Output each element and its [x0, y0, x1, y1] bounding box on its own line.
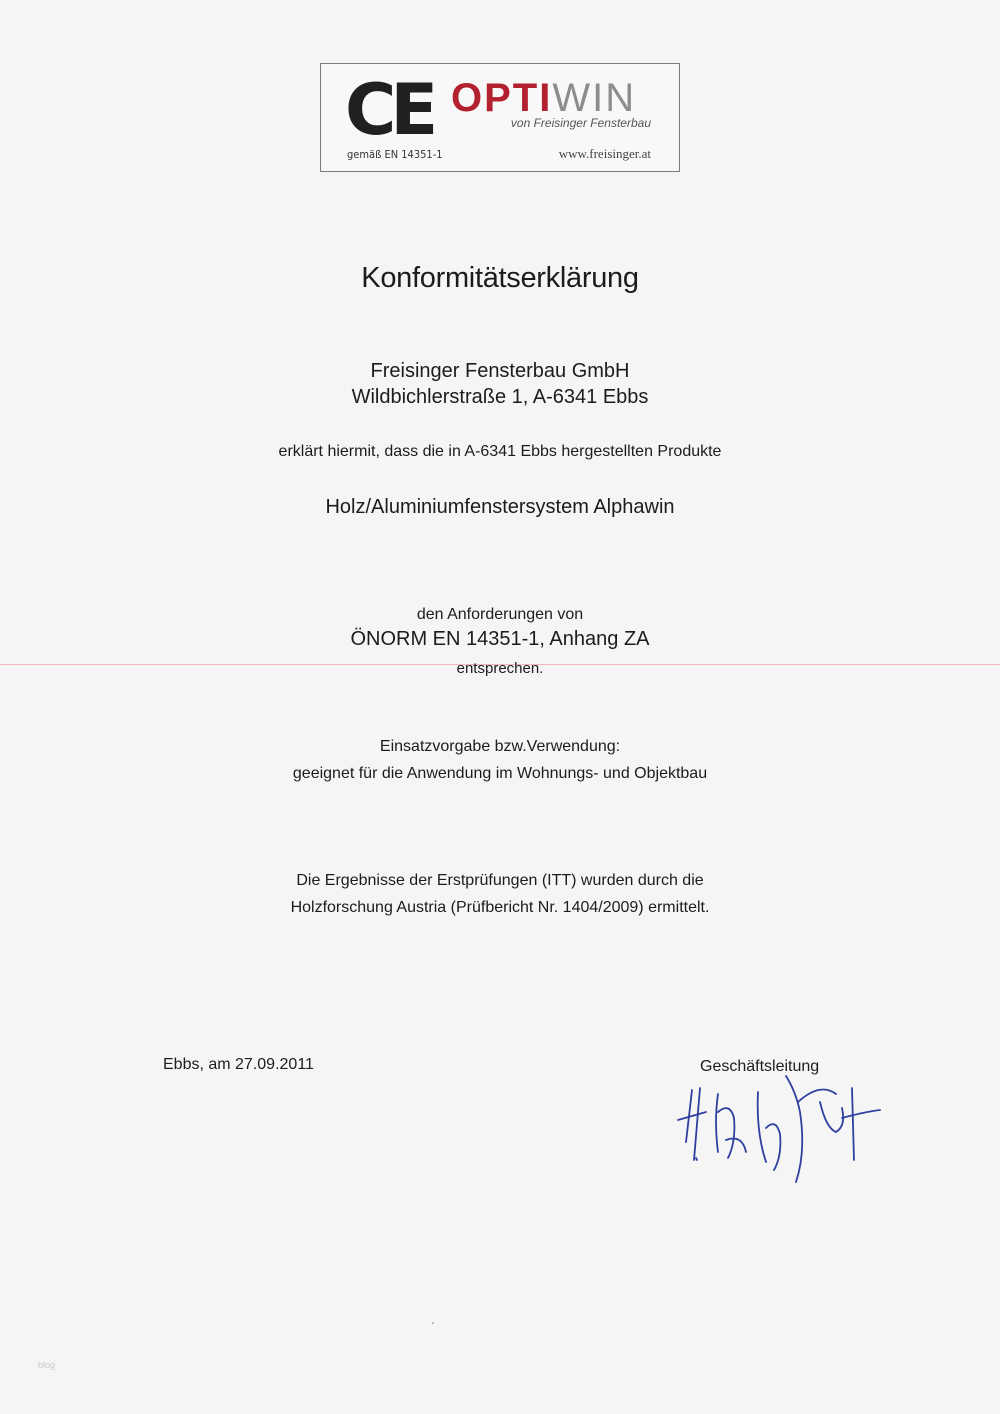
requirements-intro: den Anforderungen von	[416, 606, 584, 623]
company-name: Freisinger Fensterbau GmbH	[370, 360, 630, 382]
header-logo-box	[320, 63, 680, 172]
usage-text: geeignet für die Anwendung im Wohnungs- und Objektbau	[292, 765, 708, 782]
company-address: Wildbichlerstraße 1, A-6341 Ebbs	[351, 386, 649, 408]
ce-norm-label: gemäß EN 14351-1	[347, 148, 443, 161]
brand-logo-opti: OPTI	[451, 76, 553, 120]
scan-dot	[432, 1322, 434, 1324]
declaration-text: erklärt hiermit, dass die in A-6341 Ebbs hergestellten Produkte	[278, 443, 722, 460]
ce-mark-logo: CE	[345, 69, 433, 151]
brand-subtitle: von Freisinger Fensterbau	[510, 116, 651, 130]
usage-label: Einsatzvorgabe bzw.Verwendung:	[379, 738, 621, 755]
results-line-2: Holzforschung Austria (Prüfbericht Nr. 1404/2009) ermittelt.	[290, 899, 710, 916]
management-label: Geschäftsleitung	[700, 1058, 820, 1075]
compliance-text: entsprechen.	[456, 660, 544, 677]
results-line-1: Die Ergebnisse der Erstprüfungen (ITT) wurden durch die	[296, 872, 704, 889]
brand-logo-win: WIN	[552, 76, 637, 120]
brand-logo	[451, 76, 636, 120]
document-title: Konformitätserklärung	[361, 262, 639, 294]
product-name: Holz/Aluminiumfenstersystem Alphawin	[325, 496, 675, 518]
handwritten-signature	[670, 1072, 900, 1202]
place-date: Ebbs, am 27.09.2011	[163, 1056, 314, 1073]
brand-url: www.freisinger.at	[558, 146, 651, 161]
watermark-text: blog	[38, 1360, 56, 1370]
standard-reference: ÖNORM EN 14351-1, Anhang ZA	[350, 628, 650, 650]
